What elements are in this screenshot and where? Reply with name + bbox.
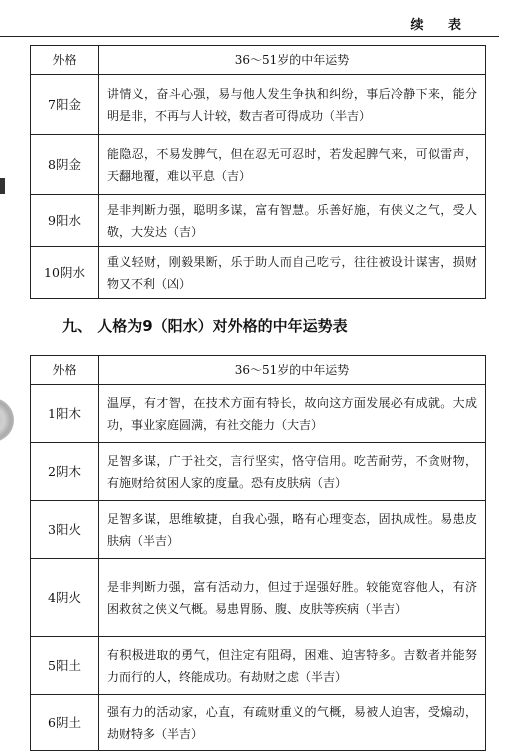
column-header-fortune: 36～51岁的中年运势 (99, 356, 486, 385)
row-fortune-text: 是非判断力强，富有活动力，但过于逞强好胜。较能宽容他人，有济困救贫之侠义气概。易患胃肠、腹、皮肤等疾病（半吉） (99, 559, 486, 637)
row-category: 4阴火 (31, 559, 99, 637)
table-row (31, 195, 486, 247)
fortune-table-personality-9 (30, 355, 486, 751)
row-fortune-text: 有积极进取的勇气，但注定有阻碍，困难、迫害特多。吉数者并能努力而行的人，终能成功。有劫财之虑（半吉） (99, 637, 486, 695)
table-row (31, 443, 486, 501)
row-fortune-text: 重义轻财，刚毅果断，乐于助人而自己吃亏，往往被设计谋害，损财物又不利（凶） (99, 247, 486, 299)
table-row (31, 247, 486, 299)
table-header-row (31, 46, 486, 75)
row-category: 1阳木 (31, 385, 99, 443)
table-row (31, 501, 486, 559)
row-category: 9阳水 (31, 195, 99, 247)
row-category: 5阳土 (31, 637, 99, 695)
fortune-table-continued (30, 45, 486, 299)
scan-edge-mark (0, 178, 5, 194)
row-category: 2阴木 (31, 443, 99, 501)
row-fortune-text: 能隐忍，不易发脾气，但在忍无可忍时，若发起脾气来，可似雷声，天翻地覆，难以平息（吉） (99, 135, 486, 195)
table-row (31, 385, 486, 443)
column-header-outer-grid: 外格 (31, 46, 99, 75)
row-category: 10阴水 (31, 247, 99, 299)
row-category: 8阴金 (31, 135, 99, 195)
row-fortune-text: 是非判断力强，聪明多谋，富有智慧。乐善好施，有侠义之气，受人敬，大发达（吉） (99, 195, 486, 247)
column-header-outer-grid: 外格 (31, 356, 99, 385)
table-row (31, 559, 486, 637)
row-fortune-text: 讲情义，奋斗心强，易与他人发生争执和纠纷，事后冷静下来，能分明是非，不再与人计较，数吉者可得成功（半吉） (99, 75, 486, 135)
table-header-row (31, 356, 486, 385)
table-row (31, 637, 486, 695)
row-category: 3阳火 (31, 501, 99, 559)
row-fortune-text: 足智多谋，广于社交，言行坚实，恪守信用。吃苦耐劳，不贪财物，有施财给贫困人家的度量。恐有皮肤病（吉） (99, 443, 486, 501)
row-fortune-text: 强有力的活动家，心直，有疏财重义的气概，易被人迫害，受煽动，劫财特多（半吉） (99, 695, 486, 751)
table-row (31, 75, 486, 135)
row-category: 6阴土 (31, 695, 99, 751)
table-row (31, 695, 486, 751)
row-fortune-text: 温厚，有才智，在技术方面有特长，故向这方面发展必有成就。大成功，事业家庭圆满，有社交能力（大吉） (99, 385, 486, 443)
row-category: 7阳金 (31, 75, 99, 135)
header-rule (0, 36, 499, 37)
section-title: 九、 人格为9（阳水）对外格的中年运势表 (62, 317, 348, 335)
binding-hole-mark (0, 398, 14, 442)
row-fortune-text: 足智多谋，思维敏捷，自我心强，略有心理变态，固执成性。易患皮肤病（半吉） (99, 501, 486, 559)
continued-label: 续 表 (410, 18, 471, 33)
table-row (31, 135, 486, 195)
column-header-fortune: 36～51岁的中年运势 (99, 46, 486, 75)
